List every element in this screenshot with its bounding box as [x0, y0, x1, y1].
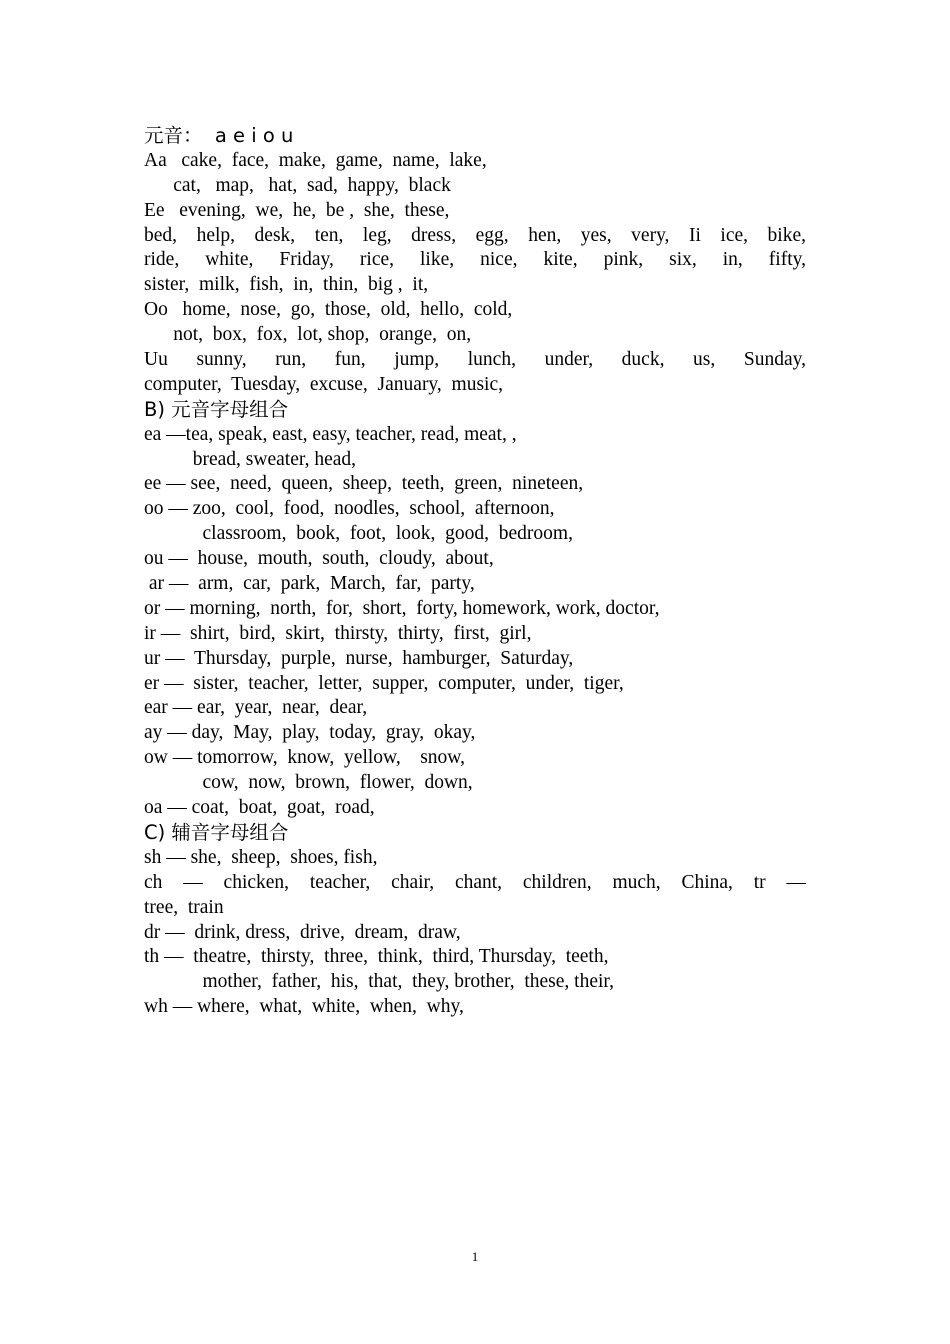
text-line: ee — see, need, queen, sheep, teeth, green, nineteen,: [144, 473, 584, 495]
text-line: mother, father, his, that, they, brother, these, their,: [144, 971, 614, 993]
text-line: ay — day, May, play, today, gray, okay,: [144, 722, 476, 744]
text-line: ch — chicken, teacher, chair, chant, children, much, China, tr —: [144, 871, 806, 893]
text-line: Aa cake, face, make, game, name, lake,: [144, 149, 487, 171]
text-line: ar — arm, car, park, March, far, party,: [144, 573, 475, 595]
text-line: ea —tea, speak, east, easy, teacher, read, meat, ,: [144, 423, 517, 445]
text-line: bed, help, desk, ten, leg, dress, egg, hen, yes, very, Ii ice, bike,: [144, 224, 806, 246]
text-line: sister, milk, fish, in, thin, big , it,: [144, 274, 429, 296]
text-line: dr — drink, dress, drive, dream, draw,: [144, 921, 461, 943]
text-line: Ee evening, we, he, be , she, these,: [144, 199, 450, 221]
text-line: ur — Thursday, purple, nurse, hamburger, Saturday,: [144, 647, 574, 669]
section-c-heading: C) 辅音字母组合: [144, 820, 289, 844]
text-line: tree, train: [144, 896, 224, 918]
text-line: Uu sunny, run, fun, jump, lunch, under, duck, us, Sunday,: [144, 349, 806, 371]
text-line: sh — she, sheep, shoes, fish,: [144, 846, 378, 868]
text-line: oo — zoo, cool, food, noodles, school, afternoon,: [144, 498, 555, 520]
text-line: er — sister, teacher, letter, supper, computer, under, tiger,: [144, 672, 624, 694]
text-line: computer, Tuesday, excuse, January, music,: [144, 373, 503, 395]
section-b-heading: B) 元音字母组合: [144, 397, 289, 421]
text-line: bread, sweater, head,: [144, 448, 357, 470]
text-line: or — morning, north, for, short, forty, homework, work, doctor,: [144, 597, 660, 619]
text-line: ir — shirt, bird, skirt, thirsty, thirty, first, girl,: [144, 622, 532, 644]
text-line: ow — tomorrow, know, yellow, snow,: [144, 747, 465, 769]
text-line: cat, map, hat, sad, happy, black: [144, 174, 451, 196]
text-line: oa — coat, boat, goat, road,: [144, 797, 375, 819]
text-line: ear — ear, year, near, dear,: [144, 697, 368, 719]
document-body: [144, 124, 806, 1020]
text-line: th — theatre, thirsty, three, think, third, Thursday, teeth,: [144, 946, 609, 968]
text-line: classroom, book, foot, look, good, bedroom,: [144, 523, 573, 545]
text-line: Oo home, nose, go, those, old, hello, cold,: [144, 299, 513, 321]
text-line: ou — house, mouth, south, cloudy, about,: [144, 548, 494, 570]
text-line: wh — where, what, white, when, why,: [144, 996, 464, 1018]
text-line: ride, white, Friday, rice, like, nice, kite, pink, six, in, fifty,: [144, 249, 806, 271]
text-line: not, box, fox, lot, shop, orange, on,: [144, 324, 472, 346]
vowels-heading: 元音： a e i o u: [144, 124, 294, 147]
text-line: cow, now, brown, flower, down,: [144, 772, 473, 794]
page-number: 1: [471, 1249, 479, 1264]
